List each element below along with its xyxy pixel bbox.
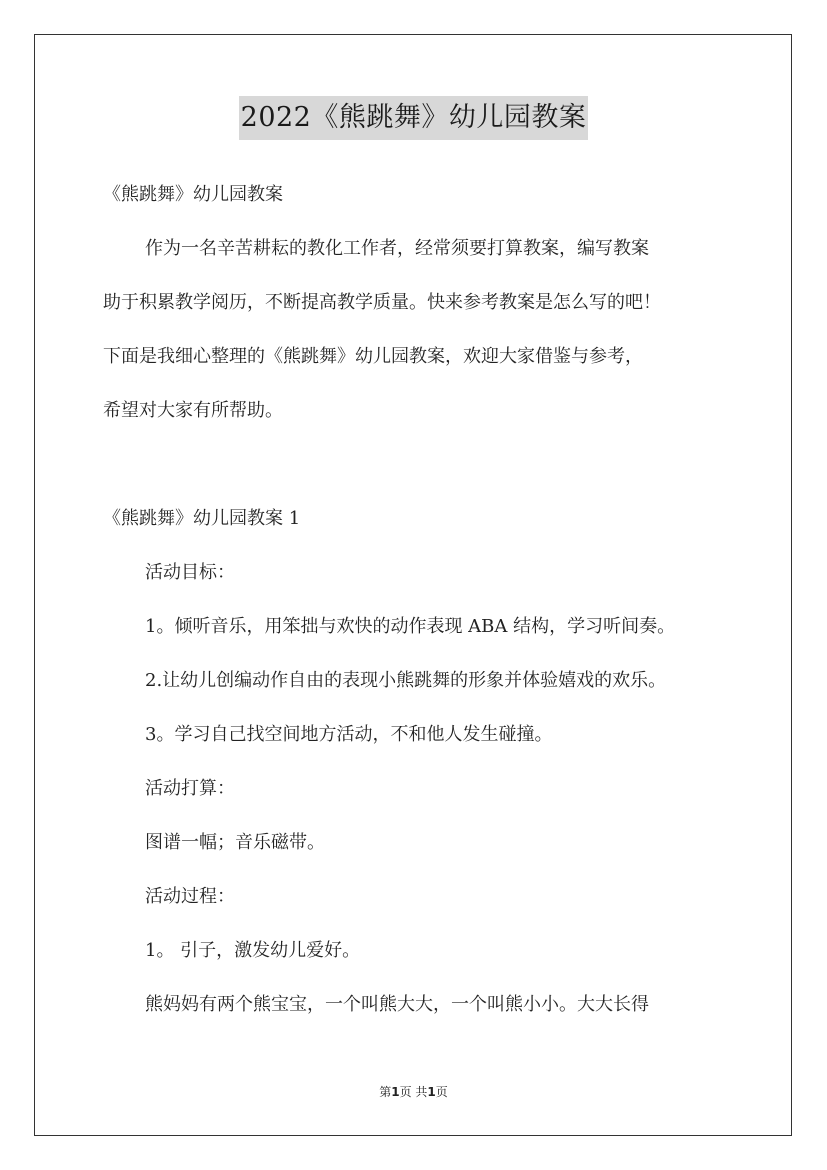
document-subtitle: 《熊跳舞》幼儿园教案 [103,184,283,205]
intro-paragraph-line: 助于积累教学阅历，不断提高教学质量。快来参考教案是怎么写的吧！ [103,292,661,313]
body-line: 1。 引子，激发幼儿爱好。 [145,940,361,961]
document-title: 2022《熊跳舞》幼儿园教案 [239,96,589,140]
page-suffix: 页 [435,1085,448,1099]
intro-paragraph-line: 作为一名辛苦耕耘的教化工作者，经常须要打算教案，编写教案 [145,238,649,259]
intro-paragraph-line: 下面是我细心整理的《熊跳舞》幼儿园教案，欢迎大家借鉴与参考， [103,346,643,367]
page-mid: 页 共 [399,1085,428,1099]
section-heading: 《熊跳舞》幼儿园教案 1 [103,508,301,529]
body-line: 3。学习自己找空间地方活动，不和他人发生碰撞。 [145,724,553,745]
page-total: 1 [427,1085,436,1099]
body-line: 活动打算： [145,778,235,799]
body-line: 图谱一幅；音乐磁带。 [145,832,325,853]
body-line: 1。倾听音乐，用笨拙与欢快的动作表现 ABA 结构，学习听间奏。 [145,616,676,637]
body-line: 熊妈妈有两个熊宝宝，一个叫熊大大，一个叫熊小小。大大长得 [145,994,649,1015]
body-line: 活动过程： [145,886,235,907]
body-line: 2.让幼儿创编动作自由的表现小熊跳舞的形象并体验嬉戏的欢乐。 [145,670,667,691]
intro-paragraph-line: 希望对大家有所帮助。 [103,400,283,421]
page-prefix: 第 [379,1085,392,1099]
title-container [0,96,827,140]
page-current: 1 [391,1085,400,1099]
body-line: 活动目标： [145,562,235,583]
page-footer [0,1083,827,1100]
